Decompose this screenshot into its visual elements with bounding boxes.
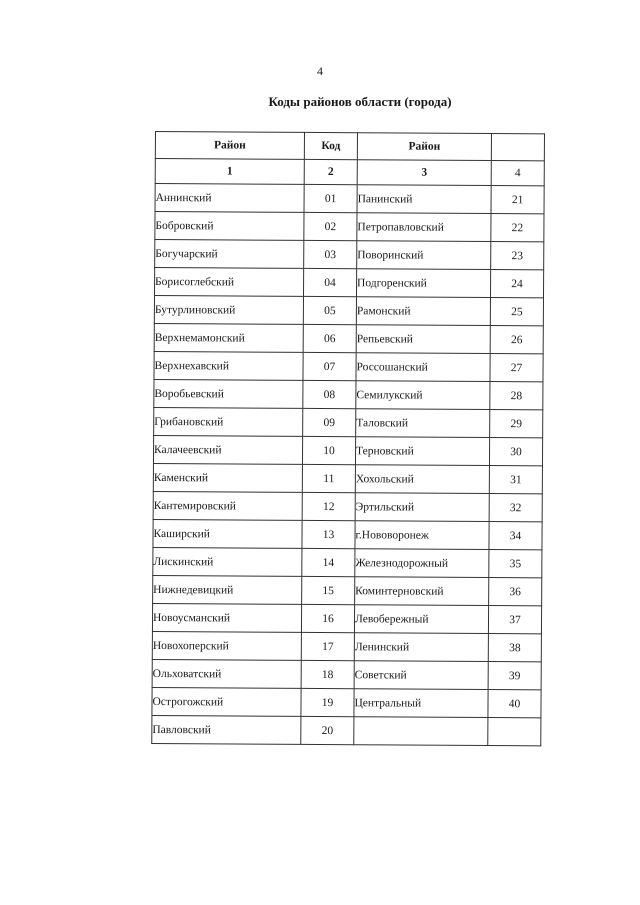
left-district-code: 01 (304, 184, 357, 212)
table-row (155, 212, 544, 242)
right-district-code: 24 (490, 270, 543, 298)
right-district-name: Репьевский (356, 325, 490, 354)
right-district-code: 23 (491, 242, 544, 270)
left-district-code: 08 (303, 380, 356, 408)
left-district-name: Верхнемамонский (154, 323, 303, 352)
district-codes-table (151, 131, 545, 746)
right-district-name: Подгоренский (356, 269, 490, 298)
right-district-name: Таловский (356, 409, 490, 438)
left-district-code: 12 (302, 492, 355, 520)
right-district-name: Эртильский (355, 493, 489, 522)
right-district-name: Коминтерновский (355, 577, 489, 606)
right-district-name: Петропавловский (357, 213, 491, 242)
table-body (152, 184, 544, 746)
table-row (155, 240, 544, 270)
right-district-code: 38 (488, 634, 541, 662)
left-district-name: Каширский (153, 519, 302, 548)
left-district-code: 04 (303, 268, 356, 296)
table-row (154, 296, 543, 326)
right-district-code: 36 (489, 578, 542, 606)
left-district-code: 11 (302, 464, 355, 492)
table-row (154, 379, 543, 409)
left-district-code: 18 (301, 660, 354, 688)
header-district-right: Район (357, 133, 491, 161)
left-district-name: Аннинский (155, 184, 304, 213)
header-code-left: Код (304, 132, 357, 159)
left-district-name: Новохоперский (152, 631, 301, 660)
left-district-name: Новоусманский (152, 603, 301, 632)
left-district-code: 06 (303, 324, 356, 352)
right-district-code: 22 (491, 214, 544, 242)
left-district-name: Павловский (152, 715, 301, 744)
right-district-code: 28 (490, 382, 543, 410)
right-district-code: 26 (490, 326, 543, 354)
left-district-name: Каменский (153, 463, 302, 492)
right-district-name: Хохольский (355, 465, 489, 494)
table-row (152, 715, 541, 745)
table-header-row (155, 132, 544, 161)
right-district-code: 30 (489, 438, 542, 466)
table-row (154, 268, 543, 298)
left-district-code: 05 (303, 296, 356, 324)
right-district-name: Железнодорожный (355, 549, 489, 578)
right-district-name: Панинский (357, 185, 491, 214)
left-district-name: Грибановский (154, 407, 303, 436)
column-number-4: 4 (491, 161, 544, 186)
right-district-name: Ленинский (354, 633, 488, 662)
document-title: Коды районов области (города) (268, 94, 452, 109)
left-district-name: Богучарский (155, 240, 304, 269)
left-district-name: Острогожский (152, 687, 301, 716)
left-district-code: 17 (301, 632, 354, 660)
table-row (154, 407, 543, 437)
table-row (153, 519, 542, 549)
left-district-code: 16 (301, 604, 354, 632)
table-row (153, 491, 542, 521)
left-district-code: 07 (303, 352, 356, 380)
table-row (153, 435, 542, 465)
right-district-code: 31 (489, 466, 542, 494)
left-district-code: 10 (302, 436, 355, 464)
table-row (153, 547, 542, 577)
right-district-code: 25 (490, 298, 543, 326)
right-district-name (354, 717, 488, 746)
column-number-2: 2 (304, 159, 357, 184)
right-district-name: г.Нововоронеж (355, 521, 489, 550)
left-district-name: Верхнехавский (154, 351, 303, 380)
left-district-name: Лискинский (153, 547, 302, 576)
left-district-name: Кантемировский (153, 491, 302, 520)
right-district-name: Левобережный (354, 605, 488, 634)
right-district-code: 40 (488, 690, 541, 718)
left-district-code: 20 (301, 716, 354, 744)
table-row (155, 184, 544, 214)
right-district-code: 32 (489, 494, 542, 522)
table-row (153, 575, 542, 605)
table-row (152, 687, 541, 717)
table-row (154, 351, 543, 381)
right-district-code: 37 (488, 606, 541, 634)
right-district-code: 39 (488, 662, 541, 690)
right-district-code: 35 (489, 550, 542, 578)
right-district-name: Россошанский (356, 353, 490, 382)
left-district-name: Бутурлиновский (154, 296, 303, 325)
table-row (152, 603, 541, 633)
right-district-code: 29 (490, 410, 543, 438)
left-district-name: Борисоглебский (154, 268, 303, 297)
left-district-code: 02 (304, 212, 357, 240)
column-number-1: 1 (155, 159, 304, 185)
page-number: 4 (317, 64, 323, 78)
left-district-code: 19 (301, 688, 354, 716)
left-district-name: Воробьевский (154, 379, 303, 408)
left-district-name: Калачеевский (153, 435, 302, 464)
table-row (152, 631, 541, 661)
right-district-code: 21 (491, 186, 544, 214)
right-district-name: Семилукский (356, 381, 490, 410)
table-row (154, 323, 543, 353)
left-district-code: 15 (302, 576, 355, 604)
table-row (152, 659, 541, 689)
right-district-code: 27 (490, 354, 543, 382)
column-number-3: 3 (357, 160, 491, 186)
left-district-code: 14 (302, 548, 355, 576)
right-district-name: Советский (354, 661, 488, 690)
left-district-name: Ольховатский (152, 659, 301, 688)
header-district-left: Район (155, 132, 304, 160)
right-district-code: 34 (489, 522, 542, 550)
table-row (153, 463, 542, 493)
left-district-code: 03 (304, 240, 357, 268)
header-code-right (491, 134, 544, 161)
left-district-code: 13 (302, 520, 355, 548)
left-district-name: Нижнедевицкий (153, 575, 302, 604)
right-district-code (488, 718, 541, 746)
left-district-code: 09 (303, 408, 356, 436)
right-district-name: Терновский (355, 437, 489, 466)
right-district-name: Рамонский (356, 297, 490, 326)
left-district-name: Бобровский (155, 212, 304, 241)
column-number-row (155, 159, 544, 186)
right-district-name: Поворинский (357, 241, 491, 270)
right-district-name: Центральный (354, 689, 488, 718)
